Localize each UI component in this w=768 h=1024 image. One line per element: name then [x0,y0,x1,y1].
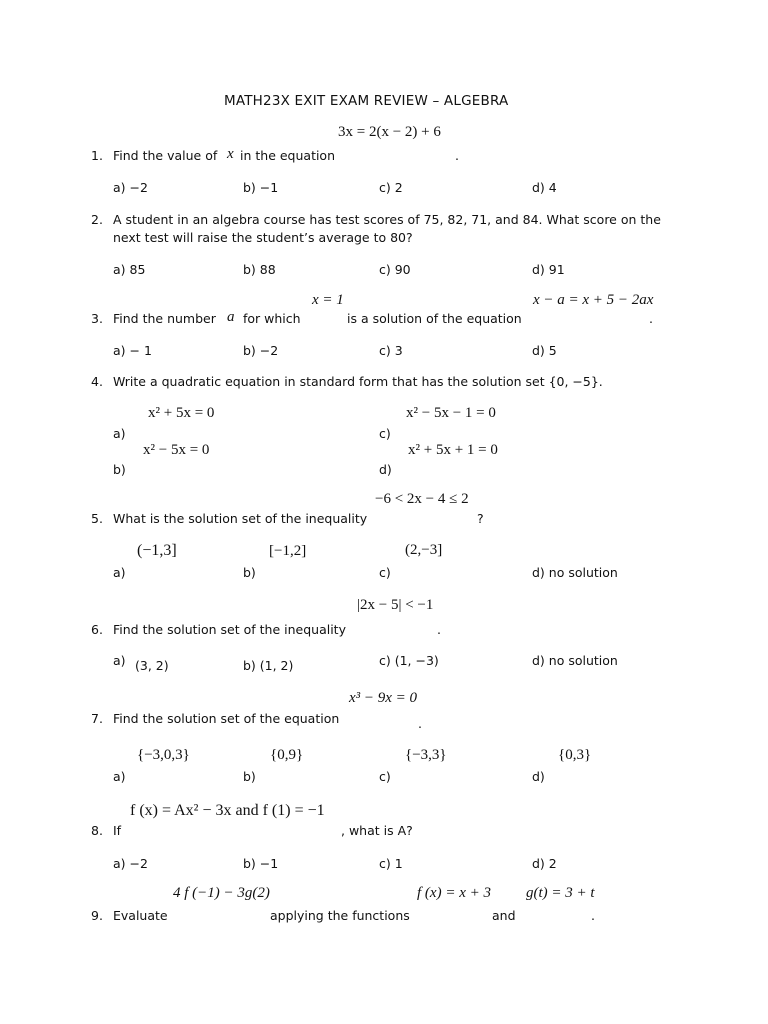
q1-variable: x [227,146,234,162]
q2-number: 2. [91,212,103,227]
q6-equation: |2x − 5| < −1 [357,597,434,613]
q5-label-b: b) [243,565,256,580]
q8-text-end: , what is A? [341,823,413,838]
q5-label-c: c) [379,565,391,580]
q4-equation-d: x² + 5x + 1 = 0 [408,442,498,458]
q2-text-line2: next test will raise the student’s average to 80? [113,230,413,245]
q3-choice-b: b) −2 [243,343,279,358]
q8-equation: f (x) = Ax² − 3x and f (1) = −1 [130,802,325,819]
q3-text-pre: Find the number [113,311,216,326]
q1-text-end: . [455,148,459,163]
q3-choice-c: c) 3 [379,343,403,358]
q5-text: What is the solution set of the inequality [113,511,368,526]
q6-label-a: a) [113,653,126,668]
q7-equation-b: {0,9} [270,747,304,763]
q6-choice-c: c) (1, −3) [379,653,439,668]
q6-text-end: . [437,622,441,637]
q3-number: 3. [91,311,103,326]
q9-function-g: g(t) = 3 + t [526,885,595,901]
q4-equation-a: x² + 5x = 0 [148,405,215,421]
q7-label-d: d) [532,769,545,784]
q8-text: If [113,823,122,838]
q9-number: 9. [91,908,103,923]
q4-label-b: b) [113,462,126,477]
q7-equation-c: {−3,3} [405,747,447,763]
q6-text: Find the solution set of the inequality [113,622,346,637]
q2-choice-c: c) 90 [379,262,411,277]
q5-equation: −6 < 2x − 4 ≤ 2 [375,491,469,507]
q7-equation: x³ − 9x = 0 [349,690,418,706]
q4-equation-c: x² − 5x − 1 = 0 [406,405,496,421]
q3-text-mid1: for which [243,311,301,326]
q7-label-b: b) [243,769,256,784]
q1-text-mid: in the equation [240,148,336,163]
q7-label-a: a) [113,769,126,784]
q9-expression: 4 f (−1) − 3g(2) [173,885,270,901]
q6-choice-b: b) (1, 2) [243,658,294,673]
q7-text: Find the solution set of the equation [113,711,340,726]
q1-equation: 3x = 2(x − 2) + 6 [338,124,441,140]
q6-number: 6. [91,622,103,637]
q9-text-and: and [492,908,516,923]
q8-choice-b: b) −1 [243,856,279,871]
q1-number: 1. [91,148,103,163]
q1-choice-c: c) 2 [379,180,403,195]
q1-choice-d: d) 4 [532,180,557,195]
q3-text-mid2: is a solution of the equation [347,311,522,326]
q8-choice-d: d) 2 [532,856,557,871]
q9-text-end: . [591,908,595,923]
q5-label-a: a) [113,565,126,580]
q9-text-pre: Evaluate [113,908,168,923]
q2-choice-a: a) 85 [113,262,146,277]
q6-choice-d: d) no solution [532,653,618,668]
q3-equation-main: x − a = x + 5 − 2ax [533,292,654,308]
q5-choice-d: d) no solution [532,565,618,580]
q8-choice-c: c) 1 [379,856,403,871]
q9-function-f: f (x) = x + 3 [417,885,491,901]
q5-equation-b: [−1,2] [269,543,307,559]
q1-text-pre: Find the value of [113,148,218,163]
q5-equation-c: (2,−3] [405,542,443,558]
q7-label-c: c) [379,769,391,784]
q5-equation-a: (−1,3] [137,542,177,559]
q6-choice-a-value: (3, 2) [135,658,169,673]
q7-number: 7. [91,711,103,726]
q4-label-a: a) [113,426,126,441]
q9-text-mid: applying the functions [270,908,410,923]
q1-choice-a: a) −2 [113,180,148,195]
q1-choice-b: b) −1 [243,180,279,195]
q3-choice-a: a) − 1 [113,343,152,358]
q2-choice-d: d) 91 [532,262,565,277]
q2-text-line1: A student in an algebra course has test scores of 75, 82, 71, and 84. What score on the [113,212,661,227]
q4-number: 4. [91,374,103,389]
q8-choice-a: a) −2 [113,856,148,871]
q3-choice-d: d) 5 [532,343,557,358]
q3-text-end: . [649,311,653,326]
q3-equation-x: x = 1 [312,292,344,308]
q5-text-end: ? [477,511,484,526]
page-title: MATH23X EXIT EXAM REVIEW – ALGEBRA [224,93,509,109]
q3-variable: a [227,309,235,325]
q8-number: 8. [91,823,103,838]
q7-equation-a: {−3,0,3} [137,747,190,763]
q7-equation-d: {0,3} [558,747,592,763]
q4-label-d: d) [379,462,392,477]
q4-text: Write a quadratic equation in standard form that has the solution set {0, −5}. [113,374,603,389]
q5-number: 5. [91,511,103,526]
q7-text-end: . [418,716,422,731]
q2-choice-b: b) 88 [243,262,276,277]
q4-equation-b: x² − 5x = 0 [143,442,210,458]
q4-label-c: c) [379,426,391,441]
